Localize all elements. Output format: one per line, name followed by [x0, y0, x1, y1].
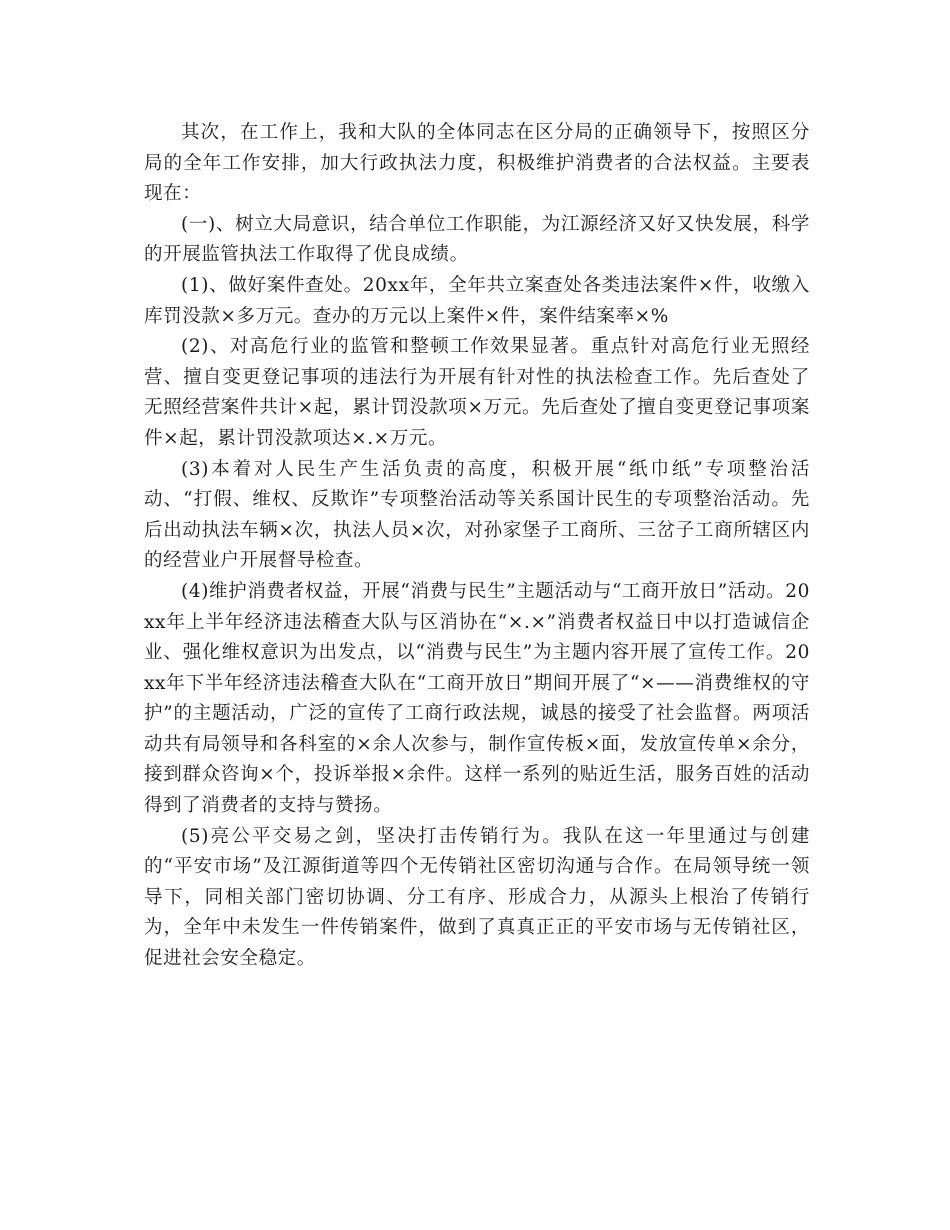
document-body: [144, 118, 810, 975]
paragraph-item-1: (1)、做好案件查处。20xx年，全年共立案查处各类违法案件×件，收缴入库罚没款×多万元。查办的万元以上案件×件，案件结案率×%: [144, 274, 810, 327]
paragraph-item-2: (2)、对高危行业的监管和整顿工作效果显著。重点针对高危行业无照经营、擅自变更登记事项的违法行为开展有针对性的执法检查工作。先后查处了无照经营案件共计×起，累计罚没款项×万元。先后查处了擅自变更登记事项案件×起，累计罚没款项达×.×万元。: [144, 336, 810, 449]
paragraph-item-5: (5)亮公平交易之剑，坚决打击传销行为。我队在这一年里通过与创建的“平安市场”及江源街道等四个无传销社区密切沟通与合作。在局领导统一领导下，同相关部门密切协调、分工有序、形成合力，从源头上根治了传销行为，全年中未发生一件传销案件，做到了真真正正的平安市场与无传销社区，促进社会安全稳定。: [144, 825, 810, 970]
paragraph-section-1: (一)、树立大局意识，结合单位工作职能，为江源经济又好又快发展，科学的开展监管执法工作取得了优良成绩。: [144, 213, 810, 266]
paragraph-intro: 其次，在工作上，我和大队的全体同志在区分局的正确领导下，按照区分局的全年工作安排，加大行政执法力度，积极维护消费者的合法权益。主要表现在：: [144, 122, 810, 205]
paragraph-item-4: (4)维护消费者权益，开展“消费与民生”主题活动与“工商开放日”活动。20xx年上半年经济违法稽查大队与区消协在“×.×”消费者权益日中以打造诚信企业、强化维权意识为出发点，以“消费与民生”为主题内容开展了宣传工作。20xx年下半年经济违法稽查大队在“工商开放日”期间开展了“×——消费维权的守护”的主题活动，广泛的宣传了工商行政法规，诚恳的接受了社会监督。两项活动共有局领导和各科室的×余人次参与，制作宣传板×面，发放宣传单×余分，接到群众咨询×个，投诉举报×余件。这样一系列的贴近生活，服务百姓的活动得到了消费者的支持与赞扬。: [144, 580, 810, 817]
paragraph-item-3: (3)本着对人民生产生活负责的高度，积极开展“纸巾纸”专项整治活动、“打假、维权、反欺诈”专项整治活动等关系国计民生的专项整治活动。先后出动执法车辆×次，执法人员×次，对孙家堡子工商所、三岔子工商所辖区内的经营业户开展督导检查。: [144, 458, 810, 572]
